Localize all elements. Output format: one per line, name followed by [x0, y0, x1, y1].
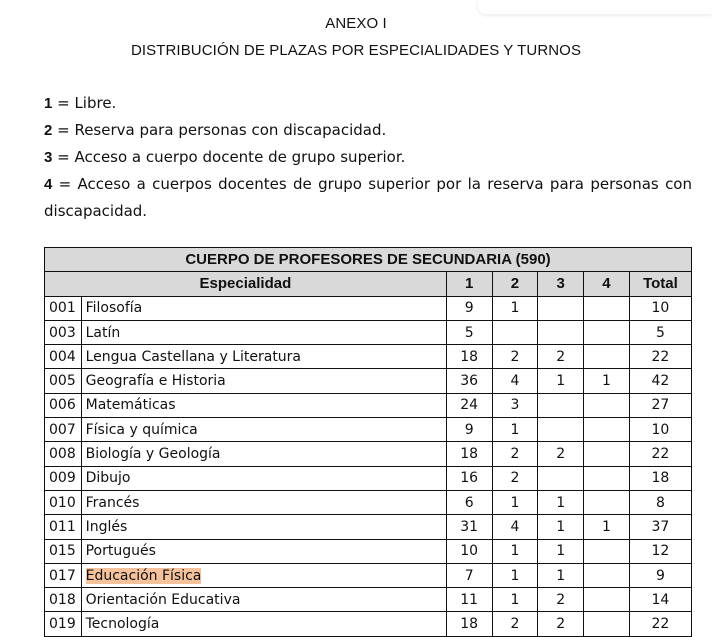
cell-especialidad [81, 612, 446, 636]
cell-total: 10 [629, 296, 691, 320]
legend-text: = Acceso a cuerpo docente de grupo superior. [52, 148, 406, 166]
cell-total: 9 [629, 563, 691, 587]
especialidad-label: Matemáticas [85, 397, 176, 414]
cell-total: 12 [629, 539, 691, 563]
header-col-1: 1 [446, 272, 492, 296]
table-caption-row [45, 248, 692, 272]
cell-code: 001 [45, 296, 82, 320]
especialidad-label: Física y química [85, 421, 198, 438]
cell-col-3: 2 [538, 612, 584, 636]
legend-item [44, 90, 692, 117]
cell-total: 8 [629, 490, 691, 514]
cell-col-3: 1 [538, 539, 584, 563]
cell-total: 42 [629, 369, 691, 393]
especialidad-label: Tecnología [85, 616, 160, 633]
cell-col-4 [584, 442, 630, 466]
table-row [45, 563, 692, 587]
cell-especialidad [81, 466, 446, 490]
cell-col-2: 4 [492, 515, 538, 539]
cell-code: 018 [45, 588, 82, 612]
cell-code: 005 [45, 369, 82, 393]
cell-especialidad [81, 588, 446, 612]
cell-col-3 [538, 296, 584, 320]
plazas-table [44, 247, 692, 637]
legend-text: = Acceso a cuerpos docentes de grupo superior por la reserva para personas con discapacidad. [44, 175, 692, 220]
cell-col-2: 1 [492, 418, 538, 442]
cell-col-3: 2 [538, 345, 584, 369]
especialidad-label: Dibujo [85, 470, 131, 487]
cell-col-3: 1 [538, 490, 584, 514]
cell-col-4: 1 [584, 515, 630, 539]
cell-especialidad [81, 345, 446, 369]
cell-col-2: 1 [492, 296, 538, 320]
cell-col-2: 2 [492, 466, 538, 490]
especialidad-label: Biología y Geología [85, 446, 221, 463]
cell-code: 017 [45, 563, 82, 587]
cell-col-2: 3 [492, 393, 538, 417]
table-row [45, 296, 692, 320]
cell-col-1: 11 [446, 588, 492, 612]
legend-item [44, 117, 692, 144]
cell-col-1: 9 [446, 296, 492, 320]
cell-col-3: 2 [538, 442, 584, 466]
cell-col-3: 1 [538, 515, 584, 539]
table-row [45, 320, 692, 344]
table-row [45, 612, 692, 636]
table-row [45, 466, 692, 490]
cell-total: 10 [629, 418, 691, 442]
cell-col-4 [584, 345, 630, 369]
cell-col-4 [584, 539, 630, 563]
cell-col-3 [538, 418, 584, 442]
table-body [45, 296, 692, 636]
legend [44, 90, 692, 224]
legend-item [44, 171, 692, 224]
especialidad-label: Inglés [85, 518, 128, 535]
cell-especialidad [81, 320, 446, 344]
cell-especialidad [81, 418, 446, 442]
cell-col-1: 18 [446, 345, 492, 369]
header-col-4: 4 [584, 272, 630, 296]
especialidad-label: Geografía e Historia [85, 373, 226, 390]
legend-number: 3 [44, 149, 53, 166]
cell-code: 006 [45, 393, 82, 417]
cell-col-1: 10 [446, 539, 492, 563]
cell-col-2 [492, 320, 538, 344]
table-row [45, 369, 692, 393]
document-title: DISTRIBUCIÓN DE PLAZAS POR ESPECIALIDADES Y TURNOS [130, 42, 582, 59]
cell-total: 27 [629, 393, 691, 417]
table-row [45, 345, 692, 369]
annex-title: ANEXO I [325, 15, 387, 32]
cell-col-1: 31 [446, 515, 492, 539]
cell-especialidad [81, 539, 446, 563]
cell-col-2: 1 [492, 563, 538, 587]
cell-code: 009 [45, 466, 82, 490]
cell-col-4 [584, 563, 630, 587]
cell-col-2: 2 [492, 612, 538, 636]
cell-code: 010 [45, 490, 82, 514]
cell-col-3: 1 [538, 369, 584, 393]
table-caption: CUERPO DE PROFESORES DE SECUNDARIA (590) [45, 248, 692, 272]
especialidad-label: Orientación Educativa [85, 591, 241, 608]
cell-total: 37 [629, 515, 691, 539]
cell-total: 22 [629, 345, 691, 369]
cell-total: 14 [629, 588, 691, 612]
cell-especialidad [81, 442, 446, 466]
cell-col-1: 5 [446, 320, 492, 344]
cell-col-2: 1 [492, 588, 538, 612]
cell-col-2: 1 [492, 490, 538, 514]
cell-code: 003 [45, 320, 82, 344]
cell-col-1: 24 [446, 393, 492, 417]
cell-col-3 [538, 320, 584, 344]
cell-code: 019 [45, 612, 82, 636]
especialidad-label: Latín [85, 324, 121, 341]
cell-especialidad [81, 490, 446, 514]
cell-col-1: 7 [446, 563, 492, 587]
especialidad-label: Filosofía [85, 300, 143, 317]
cell-especialidad [81, 515, 446, 539]
cell-total: 22 [629, 612, 691, 636]
cell-col-4: 1 [584, 369, 630, 393]
cell-col-4 [584, 320, 630, 344]
cell-col-3 [538, 466, 584, 490]
cell-col-3: 1 [538, 563, 584, 587]
cell-col-1: 18 [446, 612, 492, 636]
header-col-2: 2 [492, 272, 538, 296]
cell-col-1: 18 [446, 442, 492, 466]
cell-col-1: 9 [446, 418, 492, 442]
cell-col-1: 36 [446, 369, 492, 393]
table-row [45, 490, 692, 514]
table-row [45, 515, 692, 539]
cell-col-4 [584, 393, 630, 417]
cell-especialidad [81, 369, 446, 393]
header-col-3: 3 [538, 272, 584, 296]
cell-col-1: 6 [446, 490, 492, 514]
cell-code: 011 [45, 515, 82, 539]
cell-especialidad [81, 393, 446, 417]
cell-col-1: 16 [446, 466, 492, 490]
cell-code: 008 [45, 442, 82, 466]
cell-col-2: 2 [492, 345, 538, 369]
cell-total: 18 [629, 466, 691, 490]
table-row [45, 588, 692, 612]
cell-total: 22 [629, 442, 691, 466]
cell-col-3: 2 [538, 588, 584, 612]
cell-col-2: 4 [492, 369, 538, 393]
cell-col-3 [538, 393, 584, 417]
cell-especialidad [81, 563, 446, 587]
header-total: Total [629, 272, 691, 296]
cell-col-4 [584, 418, 630, 442]
cell-total: 5 [629, 320, 691, 344]
cell-col-4 [584, 296, 630, 320]
cell-col-4 [584, 490, 630, 514]
cell-col-4 [584, 466, 630, 490]
especialidad-label: Educación Física [85, 567, 202, 584]
table-row [45, 418, 692, 442]
especialidad-label: Lengua Castellana y Literatura [85, 348, 302, 365]
legend-text: = Reserva para personas con discapacidad. [52, 121, 387, 139]
cell-col-2: 1 [492, 539, 538, 563]
legend-text: = Libre. [52, 94, 117, 112]
cell-col-4 [584, 612, 630, 636]
legend-number: 2 [44, 122, 53, 139]
table-row [45, 393, 692, 417]
table-row [45, 539, 692, 563]
cell-code: 007 [45, 418, 82, 442]
especialidad-label: Francés [85, 494, 140, 511]
table-row [45, 442, 692, 466]
cell-col-2: 2 [492, 442, 538, 466]
legend-number: 1 [44, 95, 53, 112]
cell-code: 004 [45, 345, 82, 369]
especialidad-label: Portugués [85, 543, 156, 560]
legend-number: 4 [44, 176, 53, 193]
cell-col-4 [584, 588, 630, 612]
legend-item [44, 144, 692, 171]
cell-especialidad [81, 296, 446, 320]
cell-code: 015 [45, 539, 82, 563]
floating-toolbar-edge [478, 0, 712, 14]
header-especialidad: Especialidad [45, 272, 447, 296]
table-header-row [45, 272, 692, 296]
